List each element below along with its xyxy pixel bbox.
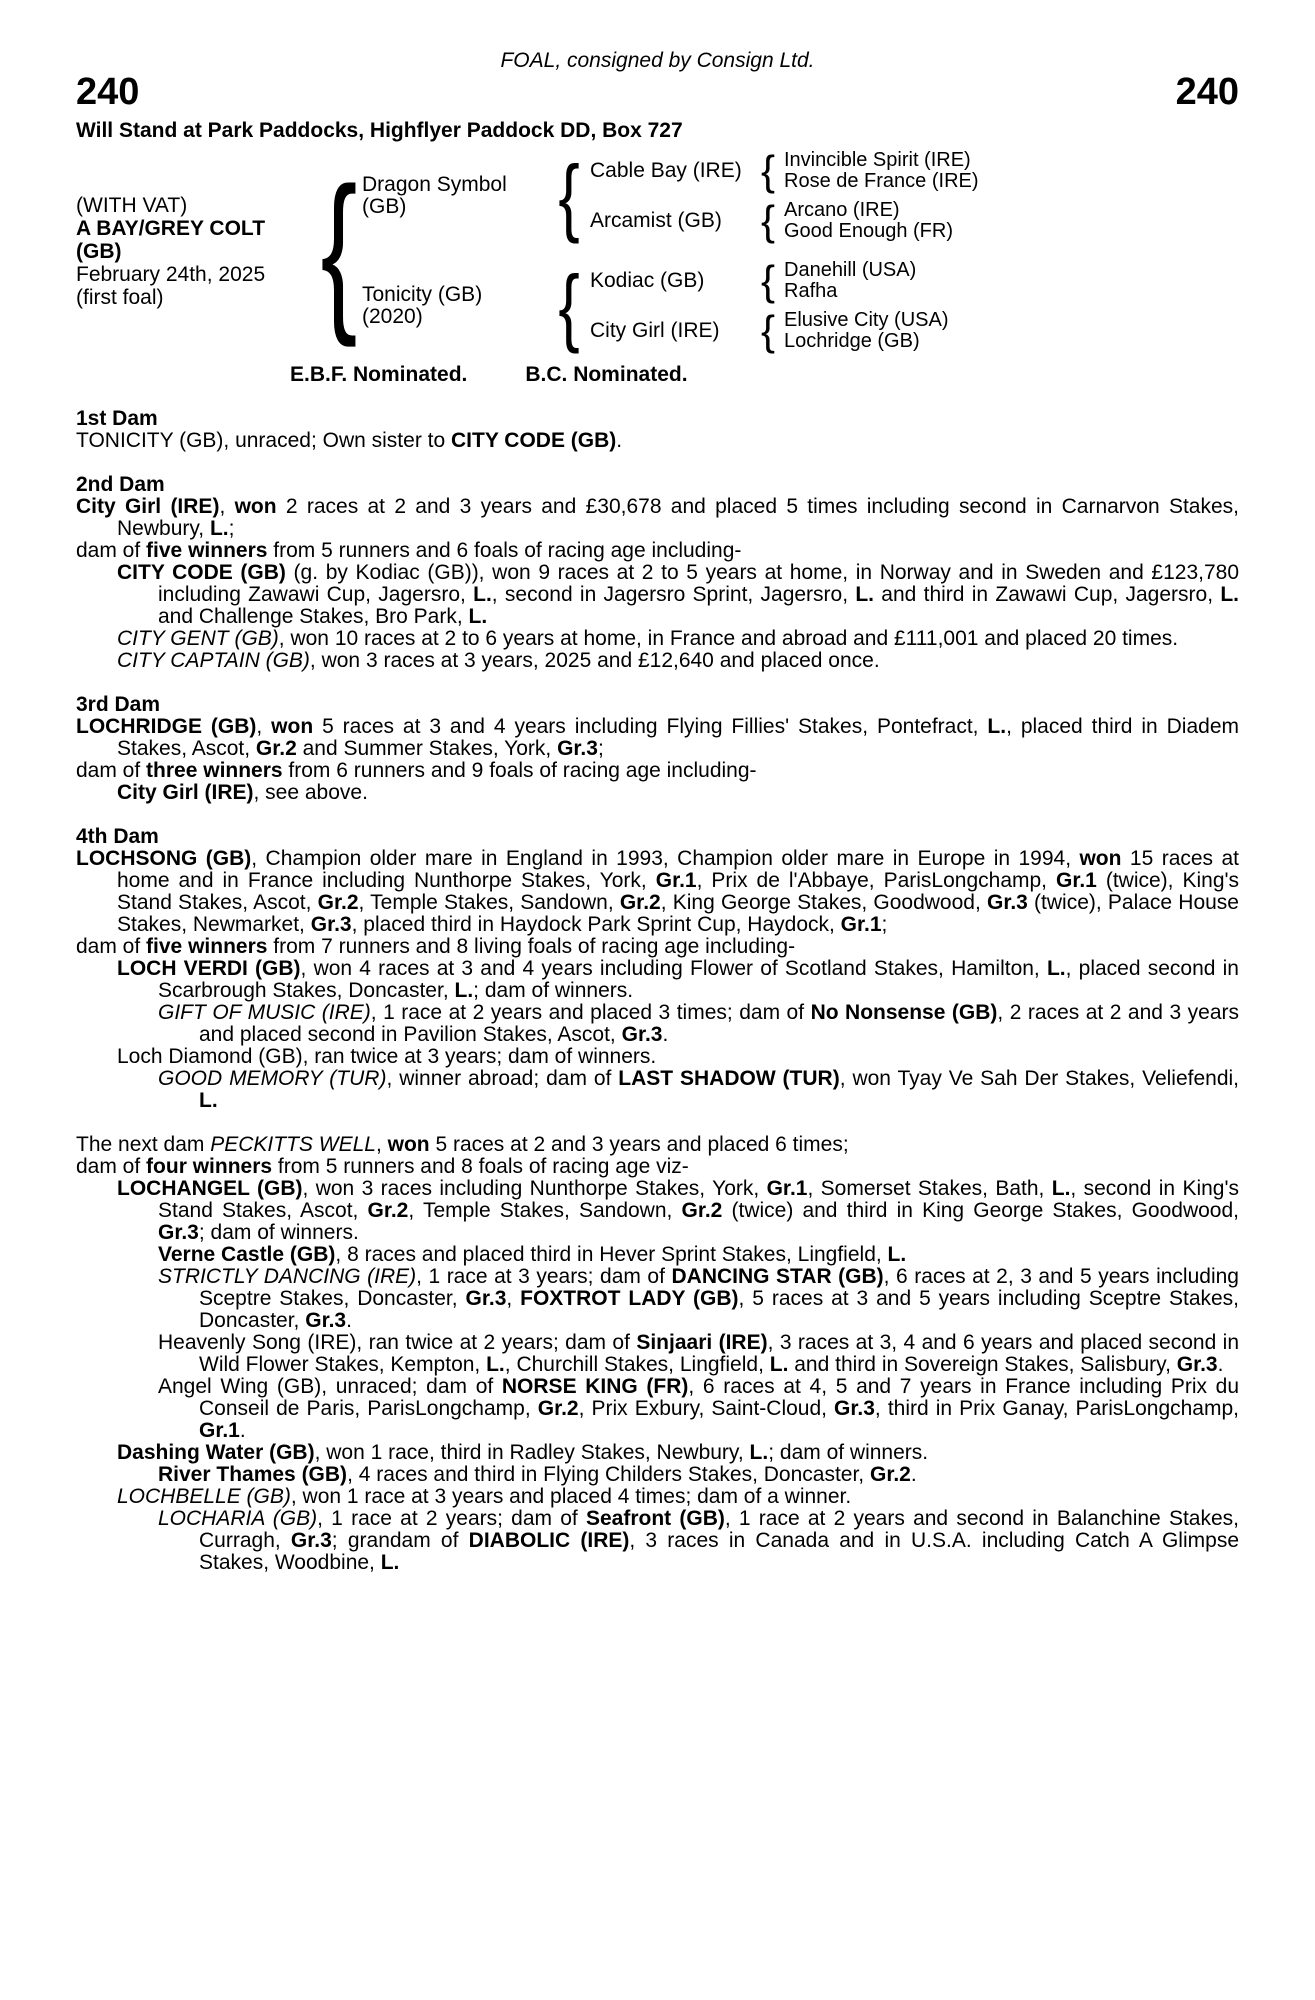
catalogue-paragraph: GOOD MEMORY (TUR), winner abroad; dam of LAST SHADOW (TUR), won Tyay Ve Sah Der Stakes, Veliefendi, L.	[158, 1067, 1240, 1112]
lot-number-row	[76, 72, 1239, 112]
dam-sire-dam-name: Rafha	[784, 280, 838, 302]
catalogue-paragraph: LOCHSONG (GB), Champion older mare in England in 1993, Champion older mare in Europe in 1994, won 15 races at home and in France including Nunthorpe Stakes, York, Gr.1, Prix de l'Abbaye, ParisLongchamp, Gr.1 (twice), King's Stand Stakes, Ascot, Gr.2, Temple Stakes, Sandown, Gr.2, King George Stakes, Goodwood, Gr.3 (twice), Palace House Stakes, Newmarket, Gr.3, placed third in Haydock Park Sprint Cup, Haydock, Gr.1;	[76, 847, 1240, 936]
sire-sire-dam-name: Rose de France (IRE)	[784, 170, 979, 192]
catalogue-paragraph: Angel Wing (GB), unraced; dam of NORSE KING (FR), 6 races at 4, 5 and 7 years in France including Prix du Conseil de Paris, ParisLongchamp, Gr.2, Prix Exbury, Saint-Cloud, Gr.3, third in Prix Ganay, ParisLongchamp, Gr.1.	[158, 1375, 1240, 1442]
subject-foal-note: (first foal)	[76, 285, 164, 309]
dam-branch	[362, 257, 1239, 355]
catalogue-paragraph: CITY CAPTAIN (GB), won 3 races at 3 years, 2025 and £12,640 and placed once.	[117, 649, 880, 672]
catalogue-paragraph: LOCH VERDI (GB), won 4 races at 3 and 4 years including Flower of Scotland Stakes, Hamilton, L., placed second in Scarbrough Stakes, Doncaster, L.; dam of winners.	[117, 957, 1239, 1002]
dam-brace: {	[558, 257, 580, 355]
catalogue-paragraph: The next dam PECKITTS WELL, won 5 races at 2 and 3 years and placed 6 times;	[76, 1133, 849, 1156]
section-heading: 2nd Dam	[76, 473, 165, 496]
sire-sire-brace: {	[760, 147, 776, 195]
dam-section	[76, 826, 1239, 1112]
dam-section	[76, 408, 1239, 452]
catalogue-paragraph: dam of five winners from 7 runners and 8 living foals of racing age including-	[76, 935, 796, 958]
subject-name: A BAY/GREY COLT (GB)	[76, 216, 266, 263]
dam-dam-name: City Girl (IRE)	[590, 319, 720, 342]
section-heading: 1st Dam	[76, 407, 158, 430]
lot-number-left: 240	[76, 71, 140, 113]
dam-sire-parents	[784, 260, 916, 302]
vat-note: (WITH VAT)	[76, 193, 188, 217]
catalogue-paragraph: GIFT OF MUSIC (IRE), 1 race at 2 years and placed 3 times; dam of No Nonsense (GB), 2 races at 2 and 3 years and placed second in Pavilion Stakes, Ascot, Gr.3.	[158, 1001, 1239, 1046]
sire-brace: {	[558, 147, 580, 245]
pedigree-table	[76, 147, 1239, 355]
catalogue-paragraph: LOCHANGEL (GB), won 3 races including Nunthorpe Stakes, York, Gr.1, Somerset Stakes, Bath, L., second in King's Stand Stakes, Ascot, Gr.2, Temple Stakes, Sandown, Gr.2 (twice) and third in King George Stakes, Goodwood, Gr.3; dam of winners.	[117, 1177, 1239, 1244]
catalogue-paragraph: Dashing Water (GB), won 1 race, third in Radley Stakes, Newbury, L.; dam of winners.	[117, 1441, 929, 1464]
dam-section	[76, 694, 1239, 804]
catalogue-paragraph: dam of three winners from 6 runners and 9 foals of racing age including-	[76, 759, 757, 782]
dam-sire-branch	[590, 257, 1239, 305]
pedigree-parents	[362, 147, 1239, 355]
dam-dam-dam-name: Lochridge (GB)	[784, 330, 920, 352]
catalogue-paragraph: dam of four winners from 5 runners and 8 foals of racing age viz-	[76, 1155, 689, 1178]
dam-sire-sire-name: Danehill (USA)	[784, 259, 917, 281]
subject-foal-date: February 24th, 2025	[76, 262, 266, 286]
section-heading: 4th Dam	[76, 825, 159, 848]
sire-grandparents	[590, 147, 1239, 245]
ebf-nominated-label: E.B.F. Nominated.	[290, 363, 468, 386]
dam-sire-name: Kodiac (GB)	[590, 269, 705, 292]
nominations-row	[290, 364, 1239, 386]
catalogue-paragraph: Verne Castle (GB), 8 races and placed third in Hever Sprint Stakes, Lingfield, L.	[158, 1243, 907, 1266]
dam-dam-sire-name: Elusive City (USA)	[784, 309, 949, 331]
catalogue-paragraph: LOCHARIA (GB), 1 race at 2 years; dam of Seafront (GB), 1 race at 2 years and second in Balanchine Stakes, Curragh, Gr.3; grandam of DIABOLIC (IRE), 3 races in Canada and in U.S.A. including Catch A Glimpse Stakes, Woodbine, L.	[158, 1507, 1239, 1574]
sire-dam-dam-name: Good Enough (FR)	[784, 220, 953, 242]
lot-number-right: 240	[1175, 71, 1239, 113]
catalogue-paragraph: dam of five winners from 5 runners and 6 foals of racing age including-	[76, 539, 742, 562]
dam-sire-brace: {	[760, 257, 776, 305]
catalogue-paragraph: LOCHBELLE (GB), won 1 race at 3 years and placed 4 times; dam of a winner.	[117, 1485, 852, 1508]
catalogue-paragraph: CITY CODE (GB) (g. by Kodiac (GB)), won 9 races at 2 to 5 years at home, in Norway and in Sweden and £123,780 including Zawawi Cup, Jagersro, L., second in Jagersro Sprint, Jagersro, L. and third in Zawawi Cup, Jagersro, L. and Challenge Stakes, Bro Park, L.	[117, 561, 1240, 628]
stand-location-line: Will Stand at Park Paddocks, Highflyer Paddock DD, Box 727	[76, 119, 683, 142]
sire-sire-parents	[784, 150, 979, 192]
dam-dam-branch	[590, 307, 1239, 355]
catalogue-paragraph: City Girl (IRE), won 2 races at 2 and 3 years and £30,678 and placed 5 times including second in Carnarvon Stakes, Newbury, L.;	[76, 495, 1239, 540]
catalogue-paragraph: TONICITY (GB), unraced; Own sister to CITY CODE (GB).	[76, 429, 623, 452]
sire-sire-branch	[590, 147, 1239, 195]
sire-dam-sire-name: Arcano (IRE)	[784, 199, 900, 221]
dam-name: Tonicity (GB)	[362, 283, 483, 306]
consignor-line: FOAL, consigned by Consign Ltd.	[500, 49, 815, 72]
sire-sire-name: Cable Bay (IRE)	[590, 159, 742, 182]
dam-dam-parents	[784, 310, 948, 352]
sire-dam-brace: {	[760, 197, 776, 245]
dam-section	[76, 474, 1239, 672]
catalogue-paragraph: CITY GENT (GB), won 10 races at 2 to 6 years at home, in France and abroad and £111,001 and placed 20 times.	[117, 627, 1179, 650]
sire-dam-branch	[590, 197, 1239, 245]
dam-sections	[76, 408, 1239, 1574]
sire-dam-name: Arcamist (GB)	[590, 209, 722, 232]
catalogue-paragraph: Heavenly Song (IRE), ran twice at 2 years; dam of Sinjaari (IRE), 3 races at 3, 4 and 6 years and placed second in Wild Flower Stakes, Kempton, L., Churchill Stakes, Lingfield, L. and third in Sovereign Stakes, Salisbury, Gr.3.	[158, 1331, 1239, 1376]
catalogue-paragraph: Loch Diamond (GB), ran twice at 3 years; dam of winners.	[117, 1045, 657, 1068]
dam-grandparents	[590, 257, 1239, 355]
catalogue-paragraph: LOCHRIDGE (GB), won 5 races at 3 and 4 years including Flying Fillies' Stakes, Pontefract, L., placed third in Diadem Stakes, Ascot, Gr.2 and Summer Stakes, York, Gr.3;	[76, 715, 1239, 760]
catalogue-paragraph: River Thames (GB), 4 races and third in Flying Childers Stakes, Doncaster, Gr.2.	[158, 1463, 917, 1486]
sire-name: Dragon Symbol (GB)	[362, 173, 507, 218]
dam-dam-brace: {	[760, 307, 776, 355]
catalogue-paragraph: STRICTLY DANCING (IRE), 1 race at 3 years; dam of DANCING STAR (GB), 6 races at 2, 3 and 5 years including Sceptre Stakes, Doncaster, Gr.3, FOXTROT LADY (GB), 5 races at 3 and 5 years including Sceptre Stakes, Doncaster, Gr.3.	[158, 1265, 1240, 1332]
sire-dam-parents	[784, 200, 953, 242]
dam-year: (2020)	[362, 305, 423, 328]
dam-name-block	[362, 284, 548, 328]
dam-section	[76, 1134, 1239, 1574]
section-heading: 3rd Dam	[76, 693, 161, 716]
sire-sire-sire-name: Invincible Spirit (IRE)	[784, 149, 971, 171]
bc-nominated-label: B.C. Nominated.	[525, 363, 688, 386]
subject-brace: {	[320, 151, 358, 349]
subject-block	[76, 194, 316, 309]
sire-branch	[362, 147, 1239, 245]
catalogue-paragraph: City Girl (IRE), see above.	[117, 781, 368, 804]
